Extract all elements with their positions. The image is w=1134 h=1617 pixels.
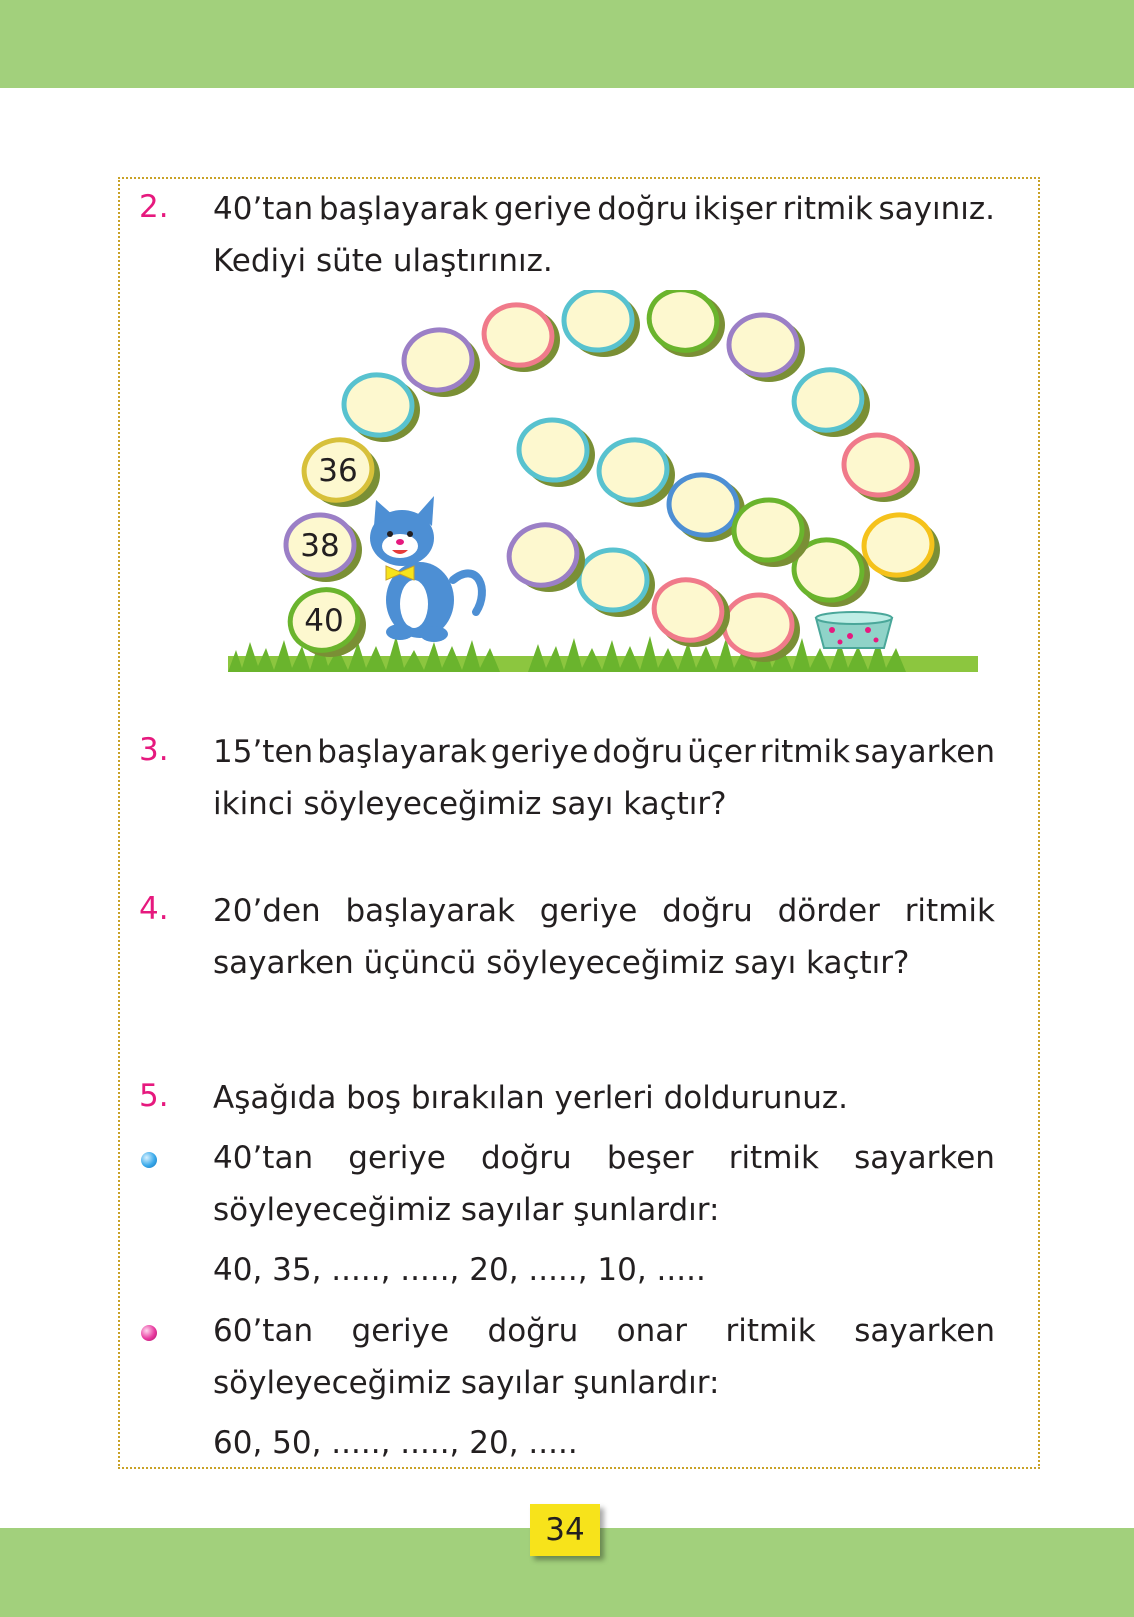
stepping-stone: [517, 418, 595, 487]
stone-face: [517, 418, 589, 483]
item-text-line: söyleyeceğimiz sayılar şunlardır:: [213, 1192, 720, 1228]
question-number: 4.: [139, 891, 169, 927]
question-text-line: [213, 732, 995, 772]
stepping-stone: [503, 518, 585, 592]
top-band: [0, 0, 1134, 88]
word: doğru: [592, 734, 684, 770]
stepping-stone: [648, 573, 730, 647]
cat-stone-path-illustration: [228, 290, 978, 700]
stone-number: 36: [318, 453, 358, 489]
question-text-line: ikinci söyleyeceğimiz sayı kaçtır?: [213, 786, 727, 822]
word: sayarken: [854, 1140, 995, 1176]
milk-bowl: [816, 612, 892, 648]
word: 15’ten: [213, 734, 314, 770]
word: ritmik: [728, 1140, 819, 1176]
word: geriye: [351, 1313, 450, 1349]
stepping-stone: [579, 550, 655, 617]
stepping-stone: [732, 497, 810, 567]
number-sequence: 60, 50, ....., ....., 20, .....: [213, 1425, 578, 1461]
stepping-stone: [728, 314, 805, 382]
question-text-line: Aşağıda boş bırakılan yerleri doldurunuz.: [213, 1080, 848, 1116]
word: ritmik: [725, 1313, 816, 1349]
stone-face: [341, 372, 415, 439]
stepping-stone: [285, 514, 362, 582]
question-text-line: [213, 189, 995, 229]
word: sayarken: [854, 734, 995, 770]
pink-bullet-icon: [141, 1325, 157, 1341]
number-sequence: 40, 35, ....., ....., 20, ....., 10, .....: [213, 1252, 706, 1288]
stepping-stone: [401, 326, 480, 397]
question-number: 3.: [139, 732, 169, 768]
stones: [283, 290, 940, 662]
cat-figure: [370, 496, 482, 642]
word: doğru: [662, 893, 753, 929]
word: geriye: [490, 734, 589, 770]
question-number: 2.: [139, 189, 169, 225]
word: onar: [616, 1313, 688, 1349]
word: geriye: [348, 1140, 446, 1176]
stepping-stone: [283, 582, 366, 658]
word: ritmik: [759, 734, 851, 770]
page-number: 34: [530, 1504, 600, 1556]
stone-number: 40: [304, 603, 344, 639]
question-text-line: sayarken üçüncü söyleyeceğimiz sayı kaçtır?: [213, 945, 910, 981]
question-number: 5.: [139, 1078, 169, 1114]
stepping-stone: [842, 432, 920, 502]
stone-face: [579, 550, 647, 610]
item-text-line: [213, 1311, 995, 1351]
word: ritmik: [904, 893, 995, 929]
word: geriye: [539, 893, 638, 929]
word: başlayarak: [318, 191, 489, 227]
word: dörder: [777, 893, 880, 929]
word: üçer: [687, 734, 756, 770]
word: 60’tan: [213, 1313, 314, 1349]
word: ritmik: [782, 191, 873, 227]
stepping-stone: [595, 435, 675, 507]
word: sayarken: [854, 1313, 995, 1349]
word: başlayarak: [345, 893, 515, 929]
word: 20’den: [213, 893, 321, 929]
stone-face: [728, 314, 797, 375]
word: geriye: [494, 191, 592, 227]
blue-bullet-icon: [141, 1152, 157, 1168]
stone-number: 38: [300, 528, 340, 564]
word: ikişer: [693, 191, 777, 227]
stone-face: [722, 593, 794, 658]
question-text-line: Kediyi süte ulaştırınız.: [213, 243, 553, 279]
question-text-line: [213, 891, 995, 931]
stepping-stone: [643, 290, 725, 357]
word: 40’tan: [213, 191, 314, 227]
word: doğru: [480, 1140, 572, 1176]
stone-face: [562, 290, 633, 352]
stepping-stone: [562, 290, 640, 357]
stepping-stone: [479, 300, 560, 372]
word: beşer: [606, 1140, 694, 1176]
stepping-stone: [341, 372, 420, 442]
stepping-stone: [860, 511, 940, 582]
word: 40’tan: [213, 1140, 314, 1176]
word: doğru: [487, 1313, 579, 1349]
stepping-stone: [722, 593, 800, 662]
stepping-stone: [299, 434, 380, 507]
word: başlayarak: [317, 734, 487, 770]
word: sayınız.: [878, 191, 995, 227]
item-text-line: [213, 1138, 995, 1178]
word: doğru: [597, 191, 688, 227]
stone-face: [842, 432, 915, 498]
stepping-stone: [789, 364, 870, 437]
item-text-line: söyleyeceğimiz sayılar şunlardır:: [213, 1365, 720, 1401]
